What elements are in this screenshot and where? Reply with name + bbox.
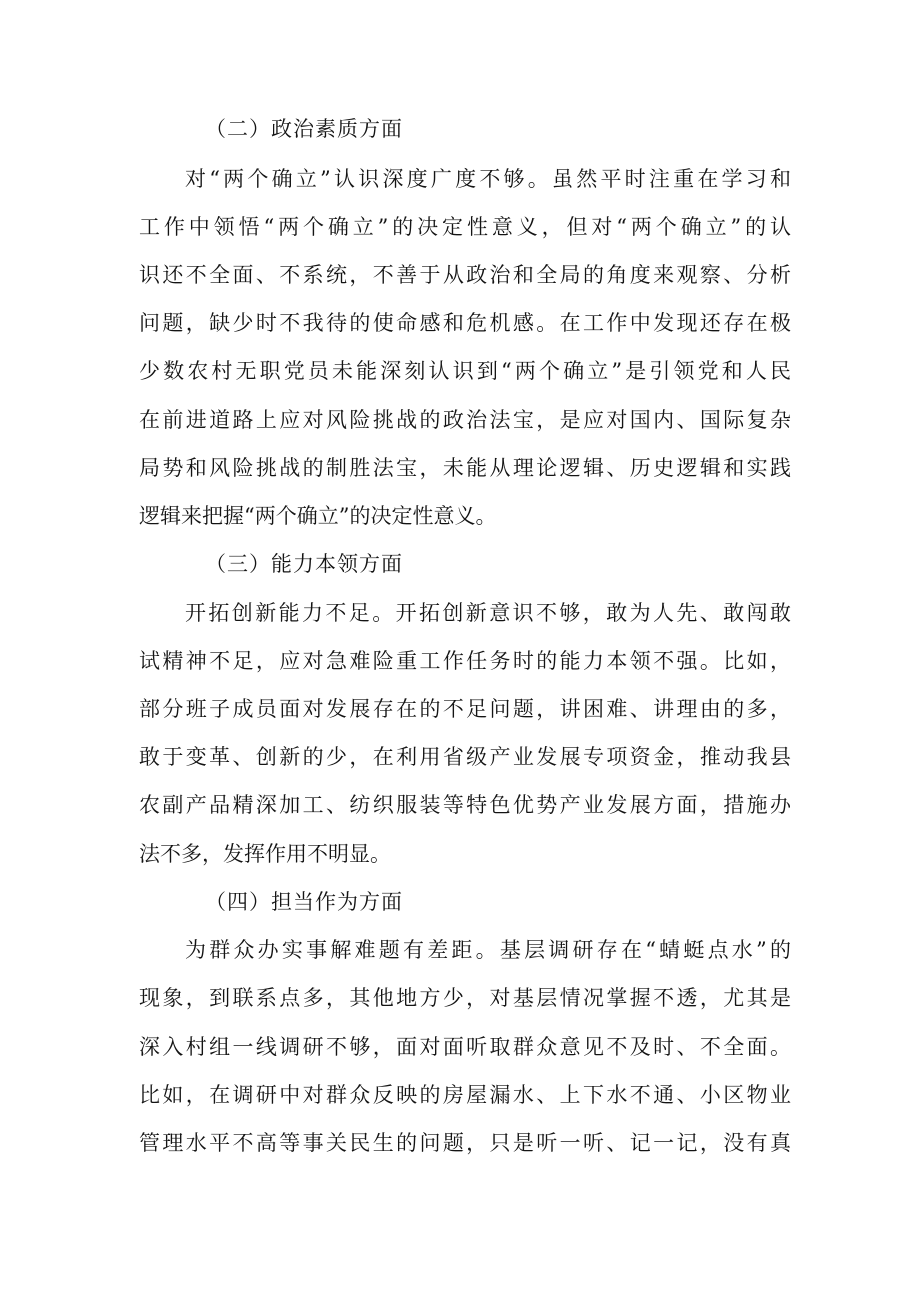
paragraph-line: 比如，在调研中对群众反映的房屋漏水、上下水不通、小区物业 [139,1083,791,1107]
paragraph-line: 逻辑来把握“两个确立”的决定性意义。 [139,504,497,528]
paragraph-line: 对“两个确立”认识深度广度不够。虽然平时注重在学习和 [185,167,791,191]
paragraph-line: 部分班子成员面对发展存在的不足问题，讲困难、讲理由的多， [139,697,791,721]
paragraph-line: 农副产品精深加工、纺织服装等特色优势产业发展方面，措施办 [139,793,791,817]
paragraph-line: 识还不全面、不系统，不善于从政治和全局的角度来观察、分析 [139,263,791,287]
section-heading: （三）能力本领方面 [205,552,403,576]
paragraph-line: 试精神不足，应对急难险重工作任务时的能力本领不强。比如， [139,649,791,673]
paragraph-line: 在前进道路上应对风险挑战的政治法宝，是应对国内、国际复杂 [139,408,791,432]
paragraph-line: 现象，到联系点多，其他地方少，对基层情况掌握不透，尤其是 [139,986,791,1010]
paragraph-line: 局势和风险挑战的制胜法宝，未能从理论逻辑、历史逻辑和实践 [139,456,791,480]
paragraph-line: 法不多，发挥作用不明显。 [139,842,391,866]
section-heading: （二）政治素质方面 [205,117,403,141]
section-heading: （四）担当作为方面 [205,890,403,914]
paragraph-line: 少数农村无职党员未能深刻认识到“两个确立”是引领党和人民 [139,359,791,383]
paragraph-line: 敢于变革、创新的少，在利用省级产业发展专项资金，推动我县 [139,745,791,769]
paragraph-line: 工作中领悟“两个确立”的决定性意义，但对“两个确立”的认 [139,215,791,239]
paragraph-line: 开拓创新能力不足。开拓创新意识不够，敢为人先、敢闯敢 [185,601,791,625]
paragraph-line: 管理水平不高等事关民生的问题，只是听一听、记一记，没有真 [139,1131,791,1155]
paragraph-line: 问题，缺少时不我待的使命感和危机感。在工作中发现还存在极 [139,311,791,335]
paragraph-line: 深入村组一线调研不够，面对面听取群众意见不及时、不全面。 [139,1035,791,1059]
paragraph-line: 为群众办实事解难题有差距。基层调研存在“蜻蜓点水”的 [185,938,791,962]
